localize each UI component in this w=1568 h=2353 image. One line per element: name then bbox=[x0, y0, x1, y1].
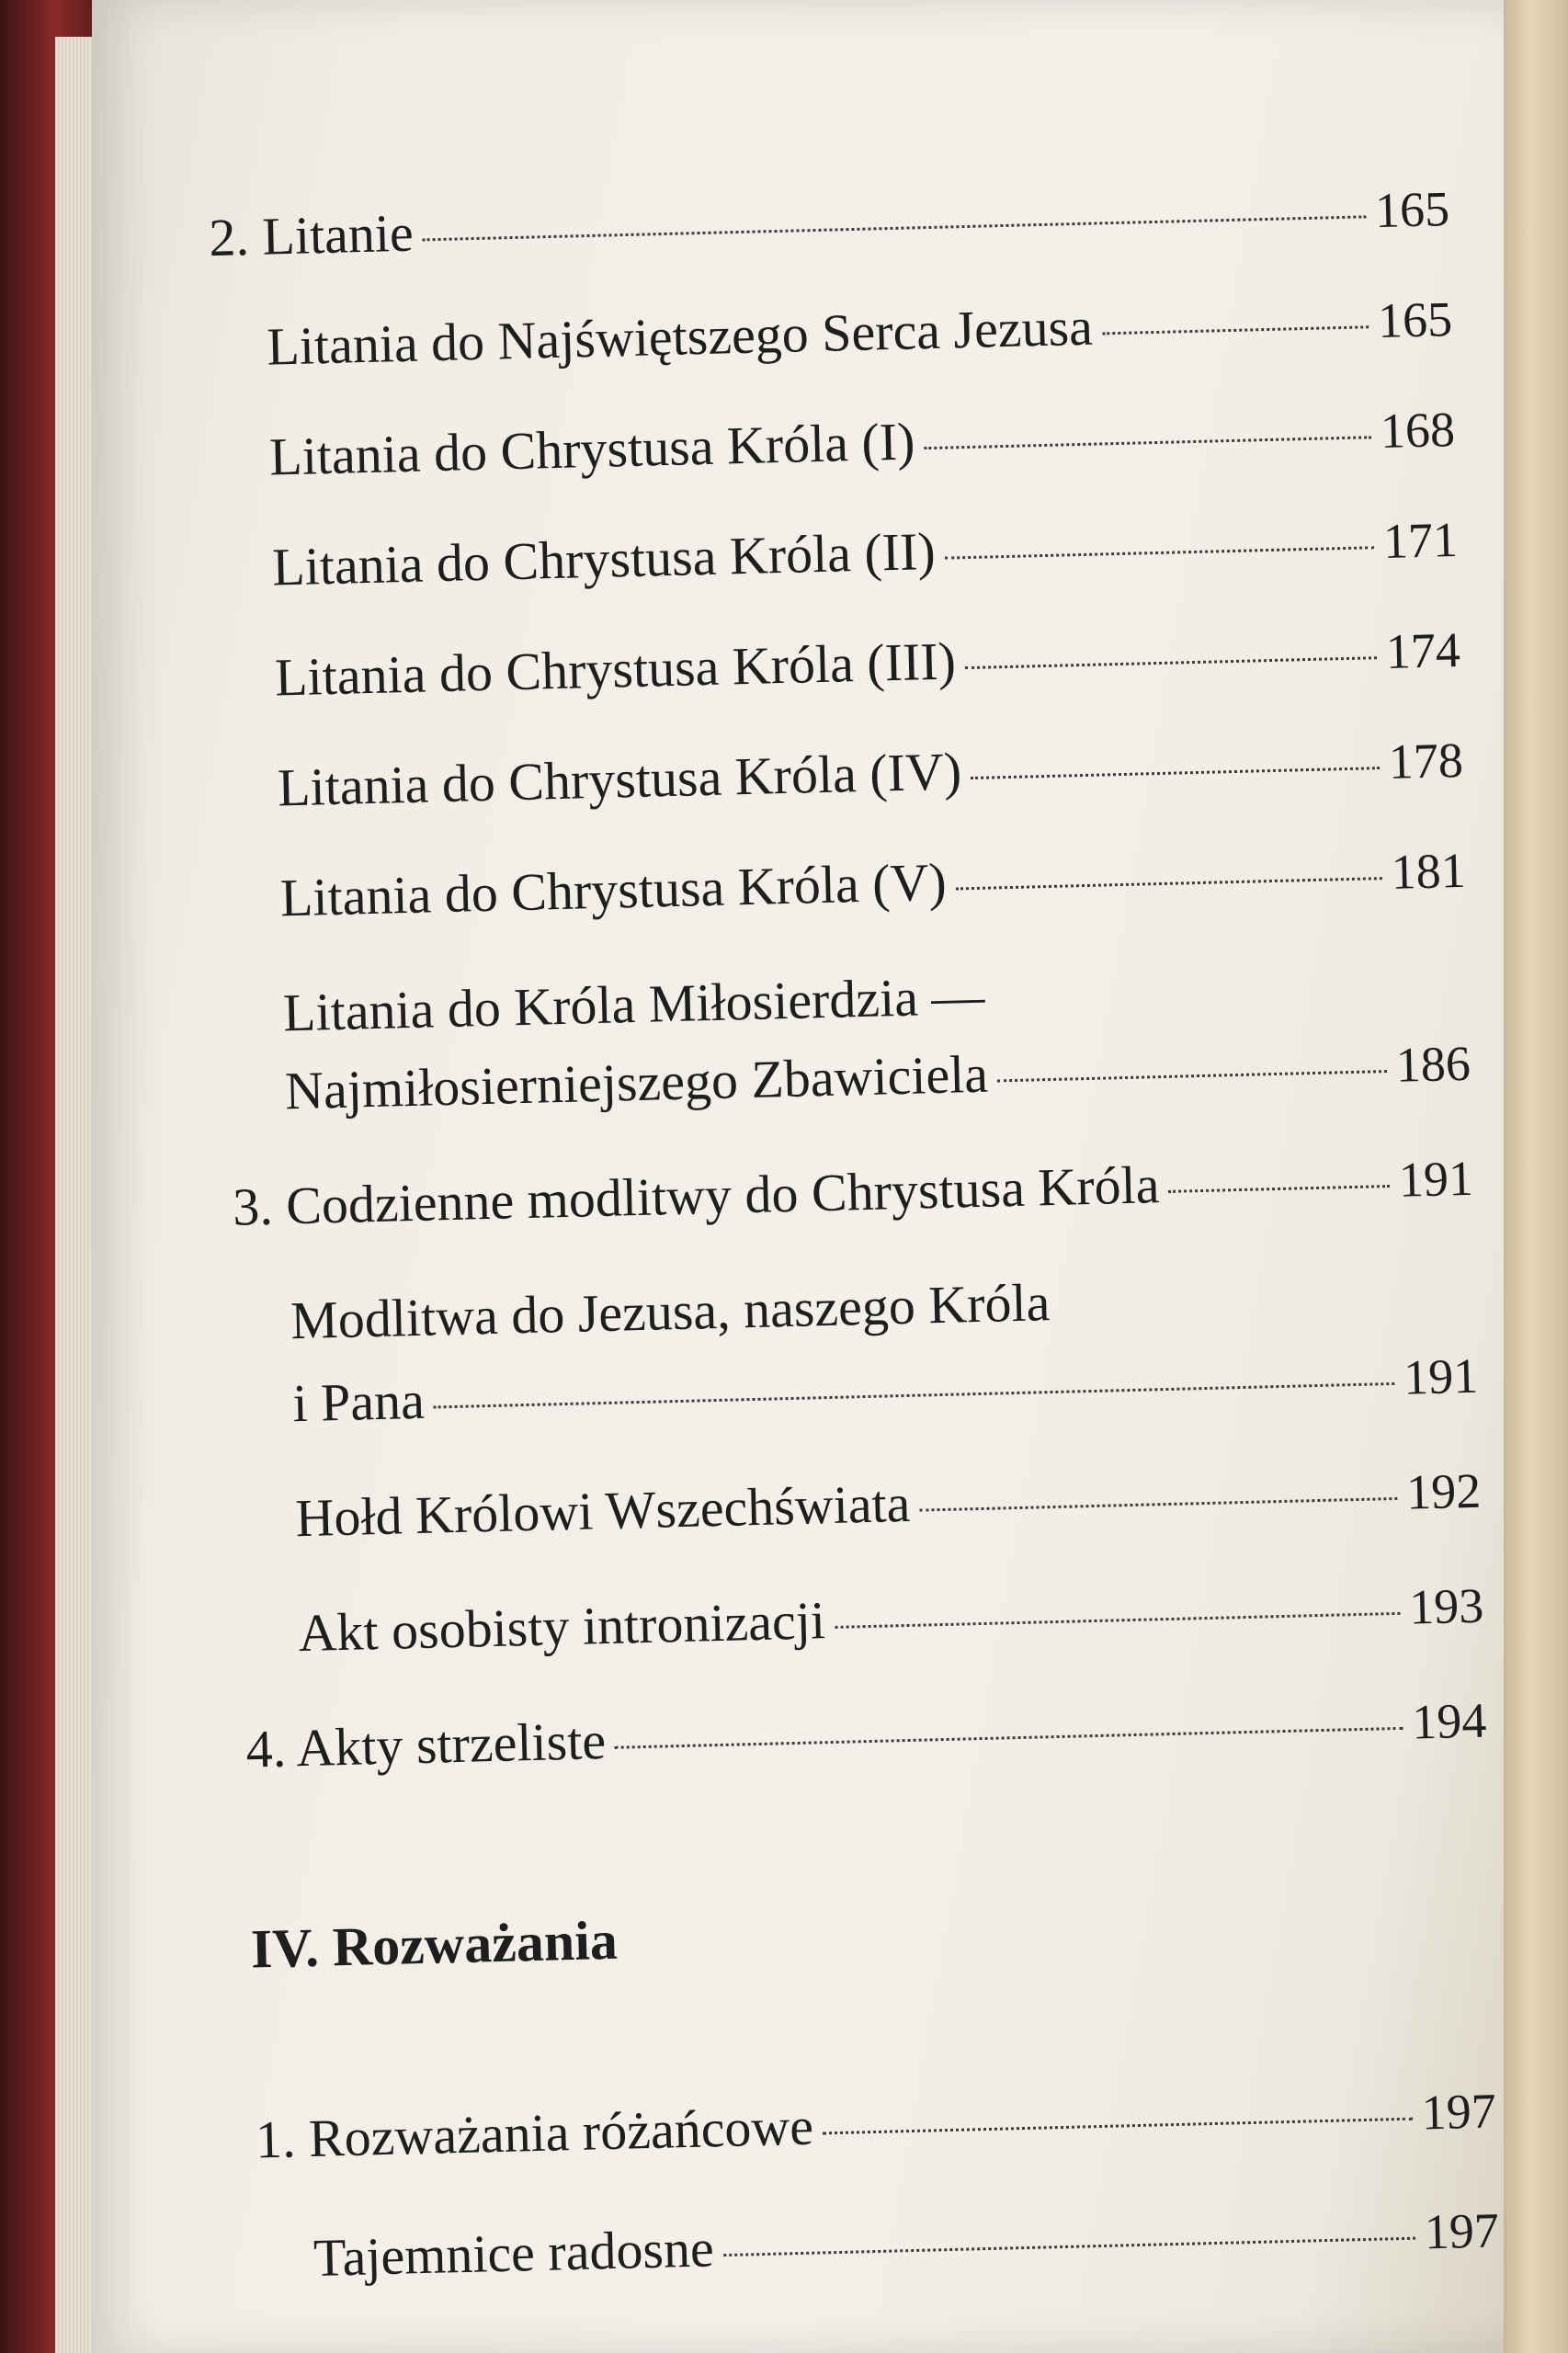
toc-page-number: 197 bbox=[1420, 2083, 1497, 2141]
toc-entry-litania-krola-4 bbox=[277, 729, 1463, 819]
toc-page-number: 178 bbox=[1388, 732, 1464, 790]
dot-leader bbox=[919, 1497, 1397, 1512]
table-of-contents bbox=[161, 122, 1519, 2341]
toc-entry-label: Najmiłosierniejszego Zbawiciela bbox=[284, 1043, 989, 1121]
dot-leader bbox=[945, 546, 1374, 559]
dot-leader bbox=[997, 1070, 1387, 1082]
toc-page-number: 191 bbox=[1398, 1150, 1474, 1208]
dot-leader bbox=[965, 656, 1377, 669]
toc-entry-litania-milosierdzia-line1 bbox=[282, 966, 985, 1044]
toc-entry-label: 2. Litanie bbox=[208, 202, 415, 268]
toc-entry-label: 1. Rozważania różańcowe bbox=[255, 2096, 814, 2170]
toc-entry-akty-strzeliste bbox=[245, 1689, 1487, 1781]
toc-entry-tajemnice-radosne bbox=[312, 2199, 1499, 2289]
toc-entry-label: Litania do Chrystusa Króla (II) bbox=[271, 520, 937, 597]
toc-page-number: 191 bbox=[1403, 1347, 1479, 1405]
toc-entry-label: Akt osobisty intronizacji bbox=[297, 1590, 826, 1664]
toc-entry-label: Litania do Chrystusa Króla (III) bbox=[274, 631, 957, 708]
toc-entry-modlitwa-do-jezusa bbox=[292, 1345, 1479, 1435]
toc-entry-litania-serca bbox=[267, 288, 1453, 378]
toc-entry-litania-milosierdzia bbox=[284, 1032, 1471, 1122]
dot-leader bbox=[434, 1382, 1394, 1409]
toc-page-number: 168 bbox=[1380, 402, 1456, 460]
toc-page-number: 192 bbox=[1405, 1462, 1482, 1520]
dot-leader bbox=[925, 436, 1372, 449]
toc-entry-modlitwa-do-jezusa-line1 bbox=[290, 1272, 1051, 1351]
toc-entry-label: Hołd Królowi Wszechświata bbox=[294, 1472, 912, 1549]
toc-entry-litania-krola-1 bbox=[269, 398, 1456, 488]
toc-entry-akt-osobisty bbox=[298, 1574, 1484, 1665]
toc-page-number: 174 bbox=[1385, 621, 1461, 679]
dot-leader bbox=[835, 1612, 1400, 1629]
toc-entry-label: i Pana bbox=[291, 1370, 426, 1434]
toc-entry-label: Litania do Chrystusa Króla (I) bbox=[268, 411, 916, 487]
toc-entry-litania-krola-5 bbox=[279, 839, 1466, 929]
dot-leader bbox=[615, 1727, 1403, 1749]
toc-entry-litania-krola-3 bbox=[274, 619, 1460, 709]
dot-leader bbox=[956, 877, 1382, 890]
toc-entry-label: 3. Codzienne modlitwy do Chrystusa Króla bbox=[232, 1154, 1161, 1237]
toc-entry-litanie bbox=[209, 177, 1450, 269]
toc-page-number: 194 bbox=[1411, 1692, 1488, 1750]
toc-page-number: 193 bbox=[1408, 1577, 1484, 1635]
toc-entry-label: Litania do Chrystusa Króla (IV) bbox=[277, 741, 962, 818]
dot-leader bbox=[971, 767, 1380, 779]
dot-leader bbox=[1102, 325, 1369, 335]
toc-entry-codzienne-modlitwy bbox=[232, 1147, 1473, 1239]
toc-entry-litania-krola-2 bbox=[271, 508, 1458, 598]
dot-leader bbox=[723, 2237, 1415, 2256]
dot-leader bbox=[823, 2118, 1413, 2135]
toc-entry-label: Modlitwa do Jezusa, naszego Króla bbox=[290, 1272, 1051, 1351]
section-heading: IV. Rozważania bbox=[250, 1909, 619, 1980]
toc-page-number: 181 bbox=[1390, 842, 1467, 900]
toc-page-number: 165 bbox=[1374, 181, 1450, 239]
toc-page-number: 171 bbox=[1382, 512, 1459, 569]
toc-entry-label: 4. Akty strzeliste bbox=[244, 1711, 607, 1779]
dot-leader bbox=[423, 215, 1367, 241]
toc-page-number: 165 bbox=[1377, 291, 1453, 349]
toc-entry-label: Litania do Najświętszego Serca Jezusa bbox=[266, 296, 1094, 377]
facing-page-edge bbox=[1504, 0, 1568, 2353]
toc-entry-hold-krolowi bbox=[295, 1460, 1482, 1550]
toc-page-number: 197 bbox=[1424, 2202, 1500, 2260]
toc-entry-label: Litania do Króla Miłosierdzia — bbox=[282, 965, 986, 1043]
toc-page-number: 186 bbox=[1395, 1035, 1471, 1093]
toc-entry-label: Litania do Chrystusa Króla (V) bbox=[279, 851, 948, 928]
toc-entry-label: Tajemnice radosne bbox=[312, 2218, 715, 2288]
dot-leader bbox=[1169, 1185, 1391, 1193]
toc-entry-rozwazania-rozancowe bbox=[255, 2080, 1496, 2172]
